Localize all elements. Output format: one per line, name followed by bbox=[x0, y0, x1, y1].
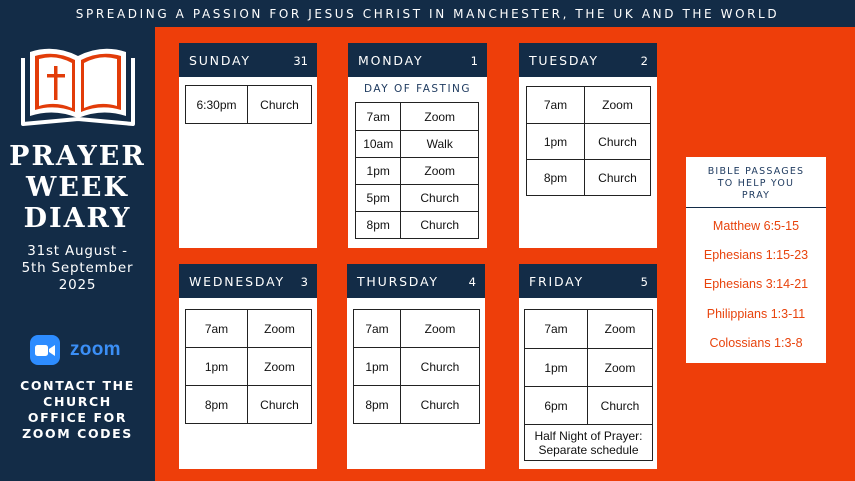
time-cell: 7am bbox=[354, 310, 401, 348]
table-row bbox=[356, 212, 479, 239]
day-header bbox=[179, 264, 317, 298]
day-date: 1 bbox=[470, 54, 478, 68]
zoom-logo bbox=[30, 335, 121, 365]
heading-line: PRAY bbox=[741, 190, 771, 201]
heading-line: TO HELP YOU bbox=[717, 178, 795, 189]
schedule-table bbox=[355, 102, 479, 239]
location-cell: Church bbox=[585, 160, 651, 196]
location-cell: Church bbox=[588, 387, 653, 425]
title-line: DIARY bbox=[23, 203, 132, 234]
passage-item: Philippians 1:3-11 bbox=[706, 307, 806, 321]
day-date: 3 bbox=[300, 275, 308, 289]
table-row bbox=[186, 86, 312, 124]
table-row bbox=[525, 387, 653, 425]
passages-heading bbox=[686, 166, 826, 202]
table-row bbox=[525, 310, 653, 349]
day-name: FRIDAY bbox=[529, 274, 584, 289]
time-cell: 1pm bbox=[525, 349, 588, 387]
location-cell: Zoom bbox=[401, 103, 479, 131]
time-cell: 7am bbox=[527, 87, 585, 124]
table-row bbox=[186, 348, 312, 386]
table-row bbox=[525, 425, 653, 461]
time-cell: 1pm bbox=[354, 348, 401, 386]
table-row bbox=[186, 386, 312, 424]
location-cell: Zoom bbox=[588, 349, 653, 387]
day-header bbox=[347, 264, 485, 298]
location-cell: Church bbox=[401, 348, 480, 386]
location-cell: Zoom bbox=[248, 348, 312, 386]
bible-icon bbox=[20, 46, 136, 128]
divider bbox=[686, 207, 826, 208]
title-line: PRAYER bbox=[9, 141, 146, 172]
date-range bbox=[0, 243, 155, 294]
time-cell: 1pm bbox=[186, 348, 248, 386]
table-row bbox=[525, 349, 653, 387]
time-cell: 10am bbox=[356, 131, 401, 158]
table-row bbox=[354, 386, 480, 424]
day-header bbox=[519, 264, 657, 298]
day-header bbox=[519, 43, 657, 77]
location-cell: Church bbox=[248, 386, 312, 424]
day-date: 31 bbox=[293, 54, 308, 68]
location-cell: Zoom bbox=[585, 87, 651, 124]
table-row bbox=[356, 158, 479, 185]
table-row bbox=[527, 160, 651, 196]
passage-item: Matthew 6:5-15 bbox=[712, 219, 800, 233]
location-cell: Zoom bbox=[248, 310, 312, 348]
location-cell: Church bbox=[401, 212, 479, 239]
date-line: 5th September bbox=[21, 260, 134, 276]
day-name: MONDAY bbox=[358, 53, 424, 68]
table-row bbox=[527, 124, 651, 160]
contact-line: ZOOM CODES bbox=[22, 426, 133, 441]
day-name: WEDNESDAY bbox=[189, 274, 285, 289]
fasting-note: DAY OF FASTING bbox=[363, 83, 472, 95]
time-cell: 7am bbox=[525, 310, 588, 349]
contact-line: OFFICE FOR bbox=[27, 410, 128, 425]
location-cell: Zoom bbox=[401, 158, 479, 185]
day-card-sunday bbox=[179, 43, 317, 248]
table-row bbox=[527, 87, 651, 124]
location-cell: Zoom bbox=[588, 310, 653, 349]
time-cell: 6pm bbox=[525, 387, 588, 425]
contact-note bbox=[0, 378, 155, 442]
page-title bbox=[0, 141, 155, 234]
schedule-table bbox=[524, 309, 653, 461]
day-card-wednesday bbox=[179, 264, 317, 469]
contact-line: CHURCH bbox=[43, 394, 112, 409]
day-name: THURSDAY bbox=[357, 274, 439, 289]
day-name: SUNDAY bbox=[189, 53, 251, 68]
note-line: Separate schedule bbox=[538, 442, 639, 457]
schedule-table bbox=[353, 309, 480, 424]
time-cell: 1pm bbox=[527, 124, 585, 160]
table-row bbox=[356, 185, 479, 212]
sidebar bbox=[0, 27, 155, 481]
schedule-table bbox=[526, 86, 651, 196]
table-row bbox=[354, 348, 480, 386]
time-cell: 7am bbox=[186, 310, 248, 348]
location-cell: Church bbox=[401, 185, 479, 212]
date-line: 31st August - bbox=[27, 243, 128, 259]
bible-passages-panel bbox=[686, 157, 826, 363]
location-cell: Church bbox=[248, 86, 312, 124]
passage-item: Ephesians 3:14-21 bbox=[703, 277, 809, 291]
time-cell: 8pm bbox=[527, 160, 585, 196]
location-cell: Church bbox=[585, 124, 651, 160]
location-cell: Church bbox=[401, 386, 480, 424]
time-cell: 7am bbox=[356, 103, 401, 131]
time-cell: 5pm bbox=[356, 185, 401, 212]
time-cell: 8pm bbox=[356, 212, 401, 239]
time-cell: 8pm bbox=[186, 386, 248, 424]
table-row bbox=[354, 310, 480, 348]
video-camera-icon bbox=[30, 335, 60, 365]
note-line: Half Night of Prayer: bbox=[534, 428, 643, 443]
day-header bbox=[179, 43, 317, 77]
passage-item: Colossians 1:3-8 bbox=[709, 336, 803, 350]
zoom-wordmark: zoom bbox=[70, 339, 121, 360]
date-line: 2025 bbox=[58, 277, 97, 293]
day-date: 4 bbox=[468, 275, 476, 289]
half-night-note bbox=[525, 425, 653, 461]
time-cell: 8pm bbox=[354, 386, 401, 424]
table-row bbox=[356, 131, 479, 158]
day-card-monday bbox=[348, 43, 487, 248]
day-card-friday bbox=[519, 264, 657, 469]
day-date: 2 bbox=[640, 54, 648, 68]
tagline-banner bbox=[0, 0, 855, 27]
day-card-thursday bbox=[347, 264, 485, 469]
schedule-table bbox=[185, 85, 312, 124]
table-row bbox=[186, 310, 312, 348]
time-cell: 6:30pm bbox=[186, 86, 248, 124]
contact-line: CONTACT THE bbox=[20, 378, 135, 393]
title-line: WEEK bbox=[26, 172, 129, 203]
time-cell: 1pm bbox=[356, 158, 401, 185]
heading-line: BIBLE PASSAGES bbox=[707, 166, 805, 177]
schedule-table bbox=[185, 309, 312, 424]
tagline: SPREADING A PASSION FOR JESUS CHRIST IN MANCHESTER, THE UK AND THE WORLD bbox=[75, 6, 780, 21]
location-cell: Zoom bbox=[401, 310, 480, 348]
day-card-tuesday bbox=[519, 43, 657, 248]
day-header bbox=[348, 43, 487, 77]
passage-item: Ephesians 1:15-23 bbox=[703, 248, 809, 262]
day-name: TUESDAY bbox=[529, 53, 599, 68]
location-cell: Walk bbox=[401, 131, 479, 158]
table-row bbox=[356, 103, 479, 131]
day-date: 5 bbox=[640, 275, 648, 289]
